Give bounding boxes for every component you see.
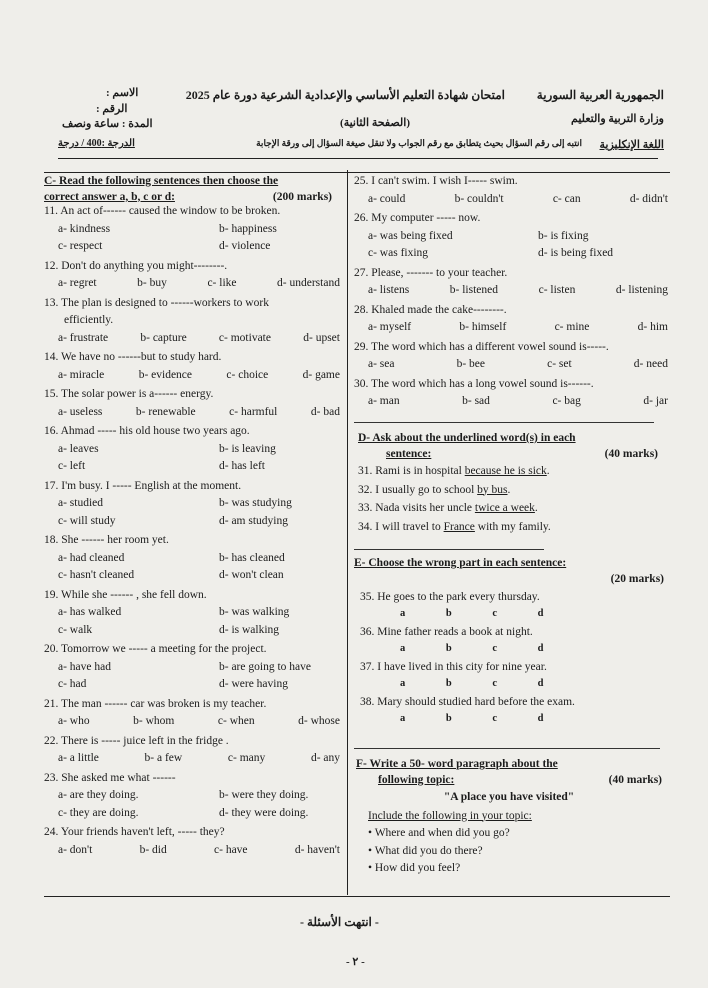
answer-option: c- mine xyxy=(554,321,590,333)
question-item xyxy=(354,305,670,340)
answer-option: c- set xyxy=(547,358,572,370)
answer-option: d- has left xyxy=(219,460,265,472)
answer-option: a- who xyxy=(58,715,90,727)
header-instruction: انتبه إلى رقم السؤال بحيث يتطابق مع رقم الجواب ولا تنقل صيغة السؤال إلى ورقة الإجابة xyxy=(256,138,582,148)
answer-option: c- motivate xyxy=(218,331,271,344)
answer-option: a- miracle xyxy=(58,368,105,381)
answer-option: c- have xyxy=(214,843,248,856)
section-f-include: Include the following in your topic: xyxy=(368,809,532,822)
question-item xyxy=(44,426,342,479)
answer-option: d- were having xyxy=(219,678,288,690)
answer-options xyxy=(354,194,670,212)
section-c-marks: (200 marks) xyxy=(272,190,332,203)
answer-options xyxy=(354,322,670,340)
section-f-title: F- Write a 50- word paragraph about the following topic: (40 marks) xyxy=(356,758,662,786)
answer-option: b- renewable xyxy=(135,405,196,418)
topic-bullet: • What did you do there? xyxy=(368,844,483,857)
answer-option: d- is walking xyxy=(219,623,280,636)
question-item: 33. Nada visits her uncle twice a week. xyxy=(358,502,538,514)
question-item xyxy=(354,176,670,211)
answer-option: b- did xyxy=(139,843,167,856)
answer-option: b- evidence xyxy=(138,368,193,381)
question-text: 13. The plan is designed to ------workers to work xyxy=(44,296,269,309)
question-item: 31. Rami is in hospital because he is sick. xyxy=(358,465,550,477)
section-c-column xyxy=(44,176,342,864)
section-c-title: C- Read the following sentences then choose the correct answer a, b, c or d: (200 marks) xyxy=(44,175,332,203)
header-subject: اللغة الإنكليزية xyxy=(599,139,664,151)
answer-options xyxy=(44,407,342,425)
section-e-title: E- Choose the wrong part in each sentence: (20 marks) xyxy=(354,557,664,585)
question-item: 34. I will travel to France with my family. xyxy=(358,520,551,533)
section-d-marks: (40 marks) xyxy=(604,447,658,460)
answer-options xyxy=(354,231,670,266)
question-text: 23. She asked me what ------ xyxy=(44,771,176,784)
question-item xyxy=(354,379,670,414)
header-page-label: (الصفحة الثانية) xyxy=(340,117,410,129)
answer-option: d- need xyxy=(633,358,668,370)
header-republic: الجمهورية العربية السورية xyxy=(536,88,664,102)
answer-option: d- any xyxy=(310,752,340,764)
question-text: 29. The word which has a different vowel sound is-----. xyxy=(354,340,609,353)
answer-option: a- a little xyxy=(58,752,99,764)
section-f-marks: (40 marks) xyxy=(608,773,662,786)
question-text: 27. Please, ------- to your teacher. xyxy=(354,266,508,279)
question-text: 18. She ------ her room yet. xyxy=(44,534,169,546)
answer-option: d- listening xyxy=(615,284,668,296)
answer-option: c- when xyxy=(217,715,255,727)
right-column xyxy=(354,175,670,874)
answer-option: b- was walking xyxy=(219,606,290,618)
question-text: 14. We have no ------but to study hard. xyxy=(44,351,222,363)
answer-option: b- a few xyxy=(144,752,183,764)
answer-option: b- were they doing. xyxy=(219,789,309,801)
question-text: 25. I can't swim. I wish I----- swim. xyxy=(354,175,518,187)
underlined-phrase: by bus xyxy=(477,483,508,496)
answer-option: c- respect xyxy=(58,240,103,252)
question-text-continued: efficiently. xyxy=(64,314,114,326)
answer-option: b- happiness xyxy=(219,222,277,235)
question-text: 21. The man ------ car was broken is my teacher. xyxy=(44,697,267,710)
answer-option: a- sea xyxy=(368,358,395,370)
answer-option: b- was studying xyxy=(219,497,292,509)
question-item xyxy=(360,627,664,654)
answer-options xyxy=(354,396,670,414)
header-divider xyxy=(58,158,658,159)
section-e-marks: (20 marks) xyxy=(610,572,664,585)
divider-e xyxy=(354,549,544,550)
answer-option: c- can xyxy=(552,192,581,205)
footer-end: - انتهت الأسئلة - xyxy=(300,915,379,929)
answer-options xyxy=(44,333,342,351)
question-item xyxy=(44,389,342,424)
section-f xyxy=(356,759,662,875)
question-item xyxy=(44,535,342,588)
question-text: 20. Tomorrow we ----- a meeting for the project. xyxy=(44,643,267,655)
part-letters: a b c d xyxy=(400,607,544,619)
answer-option: b- whom xyxy=(133,715,175,727)
part-letters: a b c d xyxy=(400,677,544,689)
divider-d xyxy=(354,422,654,423)
answer-option: d- violence xyxy=(219,240,271,252)
section-c-questions-continued xyxy=(354,176,670,414)
answer-options xyxy=(44,278,342,296)
answer-option: b- buy xyxy=(137,277,167,289)
answer-option: a- leaves xyxy=(58,442,99,455)
question-item xyxy=(44,206,342,259)
answer-option: b- is fixing xyxy=(538,229,589,242)
footer-line xyxy=(44,896,670,897)
answer-options xyxy=(44,753,342,771)
question-text: 16. Ahmad ----- his old house two years ago. xyxy=(44,425,250,437)
answer-option: b- couldn't xyxy=(454,192,504,205)
topic-bullet: • Where and when did you go? xyxy=(368,827,510,839)
answer-option: c- will study xyxy=(58,514,116,527)
answer-options xyxy=(44,662,342,697)
question-item xyxy=(360,697,664,724)
answer-option: c- walk xyxy=(58,623,93,636)
section-f-topic: "A place you have visited" xyxy=(443,791,575,803)
answer-option: b- listened xyxy=(449,284,499,296)
answer-option: c- harmful xyxy=(229,405,278,418)
answer-option: b- has cleaned xyxy=(219,551,285,564)
question-text: 15. The solar power is a------ energy. xyxy=(44,388,214,400)
section-d-title: D- Ask about the underlined word(s) in each sentence: (40 marks) xyxy=(358,432,658,460)
answer-option: a- has walked xyxy=(58,606,122,618)
question-item xyxy=(44,298,342,351)
underlined-phrase: because he is sick xyxy=(464,465,547,477)
answer-options xyxy=(44,444,342,479)
answer-options xyxy=(354,285,670,303)
answer-option: a- had cleaned xyxy=(58,551,125,564)
part-letters: a b c d xyxy=(400,712,544,724)
answer-options xyxy=(44,716,342,734)
answer-options xyxy=(44,370,342,388)
answer-option: c- left xyxy=(58,460,86,472)
header-duration: المدة : ساعة ونصف xyxy=(62,118,153,130)
answer-option: a- could xyxy=(368,192,406,205)
question-text: 26. My computer ----- now. xyxy=(354,212,481,224)
answer-option: d- whose xyxy=(298,715,340,727)
question-text: 30. The word which has a long vowel sound is------. xyxy=(354,377,594,390)
answer-option: c- they are doing. xyxy=(58,806,139,819)
answer-option: b- sad xyxy=(462,395,490,407)
answer-option: c- many xyxy=(227,752,266,764)
answer-options xyxy=(44,607,342,642)
answer-option: b- are going to have xyxy=(219,660,311,673)
answer-option: c- hasn't cleaned xyxy=(58,569,135,581)
answer-option: c- bag xyxy=(552,395,581,407)
sentence-text: 35. He goes to the park every thursday. xyxy=(360,591,540,603)
question-item xyxy=(44,644,342,697)
question-item xyxy=(360,592,664,619)
answer-option: a- studied xyxy=(58,497,104,509)
answer-option: a- don't xyxy=(58,843,93,856)
answer-option: c- had xyxy=(58,678,87,690)
header-ministry: وزارة التربية والتعليم xyxy=(571,113,664,125)
answer-option: a- was being fixed xyxy=(368,229,453,242)
answer-option: a- useless xyxy=(58,405,103,418)
question-text: 22. There is ----- juice left in the fridge . xyxy=(44,734,229,747)
question-item xyxy=(44,736,342,771)
answer-option: d- game xyxy=(302,368,340,381)
section-e xyxy=(354,558,664,732)
answer-option: d- him xyxy=(637,321,668,333)
header-number-label: الرقم : xyxy=(96,103,128,115)
answer-option: d- won't clean xyxy=(219,569,284,581)
answer-option: b- himself xyxy=(459,321,507,333)
underlined-phrase: twice a week xyxy=(474,502,535,514)
answer-options xyxy=(44,498,342,533)
question-item xyxy=(360,662,664,689)
section-d xyxy=(358,433,658,540)
question-item xyxy=(354,213,670,266)
sentence-text: 38. Mary should studied hard before the exam. xyxy=(360,696,575,708)
question-text: 12. Don't do anything you might--------. xyxy=(44,259,228,272)
question-item xyxy=(44,352,342,387)
answer-option: d- they were doing. xyxy=(219,806,309,819)
sentence-text: 37. I have lived in this city for nine year. xyxy=(360,661,547,673)
underlined-phrase: France xyxy=(443,520,475,533)
answer-option: a- myself xyxy=(368,321,412,333)
question-item xyxy=(44,827,342,862)
answer-option: c- like xyxy=(207,277,237,289)
question-text: 19. While she ------ , she fell down. xyxy=(44,588,207,601)
answer-option: a- regret xyxy=(58,277,97,289)
answer-option: d- understand xyxy=(277,277,340,289)
sentence-text: 36. Mine father reads a book at night. xyxy=(360,626,533,638)
question-item xyxy=(44,590,342,643)
answer-option: d- upset xyxy=(303,331,340,344)
answer-option: b- is leaving xyxy=(219,442,276,455)
answer-option: c- choice xyxy=(226,368,269,381)
answer-options xyxy=(44,845,342,863)
answer-option: b- capture xyxy=(140,331,187,344)
answer-options xyxy=(354,359,670,377)
topic-bullet: • How did you feel? xyxy=(368,862,461,874)
question-item xyxy=(44,699,342,734)
answer-option: d- am studying xyxy=(219,514,288,527)
section-c-questions xyxy=(44,206,342,862)
part-letters: a b c d xyxy=(400,642,544,654)
question-item xyxy=(44,261,342,296)
question-text: 28. Khaled made the cake--------. xyxy=(354,303,507,316)
answer-option: a- are they doing. xyxy=(58,789,139,801)
answer-option: c- listen xyxy=(538,284,576,296)
answer-options xyxy=(44,224,342,259)
question-item xyxy=(354,342,670,377)
answer-option: a- have had xyxy=(58,660,111,673)
header-divider-2 xyxy=(44,172,670,173)
answer-option: a- man xyxy=(368,395,400,407)
answer-option: b- bee xyxy=(456,358,486,370)
answer-option: d- didn't xyxy=(629,192,668,205)
header-exam-title: امتحان شهادة التعليم الأساسي والإعدادية الشرعية دورة عام 2025 xyxy=(185,88,505,102)
answer-option: d- jar xyxy=(643,395,668,407)
question-text: 11. An act of------ caused the window to be broken. xyxy=(44,205,281,217)
answer-options xyxy=(44,553,342,588)
answer-option: d- is being fixed xyxy=(538,247,614,259)
question-text: 17. I'm busy. I ----- English at the moment. xyxy=(44,479,242,492)
header-name-label: الاسم : xyxy=(106,87,139,99)
answer-option: a- kindness xyxy=(58,222,111,235)
answer-option: a- listens xyxy=(368,284,410,296)
answer-option: d- bad xyxy=(310,405,340,418)
answer-option: d- haven't xyxy=(294,843,340,856)
answer-option: c- was fixing xyxy=(368,247,429,259)
question-item xyxy=(44,773,342,826)
header-grade: الدرجة :400 / درجة xyxy=(58,138,135,149)
answer-options xyxy=(44,790,342,825)
question-item xyxy=(44,481,342,534)
column-divider xyxy=(347,170,348,895)
divider-f xyxy=(354,748,660,749)
answer-option: a- frustrate xyxy=(58,331,109,344)
question-item xyxy=(354,268,670,303)
question-item: 32. I usually go to school by bus. xyxy=(358,483,511,496)
question-text: 24. Your friends haven't left, ----- they? xyxy=(44,826,225,838)
footer-page-number: - ٢ - xyxy=(346,956,365,968)
